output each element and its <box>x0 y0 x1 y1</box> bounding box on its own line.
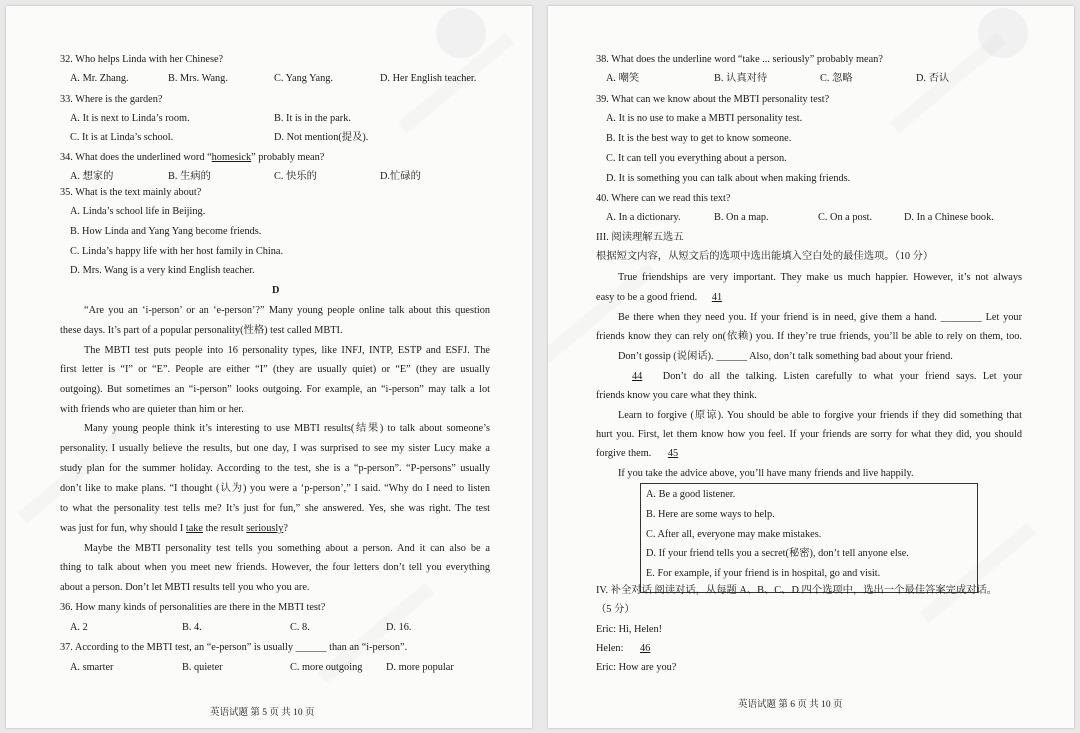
page-footer: 英语试题 第 5 页 共 10 页 <box>210 708 315 718</box>
q38-option-b: B. 认真对待 <box>714 73 768 84</box>
passage-line: thing to talk about when you meet new friends. However, the four letters don’t tell you everything <box>60 562 490 573</box>
passage-line: The MBTI test puts people into 16 personality types, like INFJ, INTP, ESTP and ESFJ. The <box>84 345 490 356</box>
q34-option-a: A. 想家的 <box>70 171 114 182</box>
q33-option-d: D. Not mention(提及). <box>274 132 369 143</box>
reading-line: Don’t gossip (说闲话). ______ Also, don’t talk something bad about your friend. <box>618 351 953 362</box>
q38-option-d: D. 否认 <box>916 73 950 84</box>
q32-option-b: B. Mrs. Wang. <box>168 73 228 84</box>
passage-line: these days. It’s part of a popular personality(性格) test called MBTI. <box>60 325 343 336</box>
q34-option-b: B. 生病的 <box>168 171 211 182</box>
reading-text: forgive them. <box>596 448 652 459</box>
q39-option-a: A. It is no use to make a MBTI personality test. <box>606 113 803 124</box>
q33-option-a: A. It is next to Linda’s room. <box>70 113 190 124</box>
q38-option-c: C. 忽略 <box>820 73 853 84</box>
q37-option-c: C. more outgoing <box>290 662 363 673</box>
passage-line: to what the personality test tells me? It’s just for fun,” she answered. Yes, she was right. The test <box>60 503 490 514</box>
q36-option-a: A. 2 <box>70 622 88 633</box>
q34-option-d: D.忙碌的 <box>380 171 421 182</box>
q35-option-b: B. How Linda and Yang Yang become friends. <box>70 226 262 237</box>
reading-line: Learn to forgive (原谅). You should be able to forgive your friends if they did something that <box>618 410 1022 421</box>
reading-text: easy to be a good friend. <box>596 292 698 303</box>
box-option-c: C. After all, everyone may make mistakes. <box>646 529 822 540</box>
dialogue-line: Eric: Hi, Helen! <box>596 624 663 635</box>
passage-line: with friends who are quieter than him or her. <box>60 404 244 415</box>
reading-line <box>596 448 692 460</box>
section-d-heading: D <box>272 285 280 296</box>
q37-option-a: A. smarter <box>70 662 114 673</box>
question-35: 35. What is the text mainly about? <box>60 187 202 198</box>
passage-line: outgoing). But sometimes an “i-person” looks outgoing. For example, an “i-person” may talk a lot <box>60 384 490 395</box>
passage-line: “Are you an ‘i-person’ or an ‘e-person’?” Many young people online talk about this question <box>84 305 490 316</box>
q39-option-c: C. It can tell you everything about a person. <box>606 153 787 164</box>
exam-page-5 <box>6 6 532 728</box>
passage-line: don’t like to make plans. “I thought (认为) you were a ‘p-person’,” I said. “Why do I need to listen <box>60 483 490 494</box>
question-38: 38. What does the underline word “take ... seriously” probably mean? <box>596 54 883 65</box>
passage-line: Many young people think it’s interesting to use MBTI results(结果) to talk about someone’s <box>84 423 490 434</box>
box-option-d: D. If your friend tells you a secret(秘密), don’t tell anyone else. <box>646 548 909 559</box>
exam-page-6 <box>548 6 1074 728</box>
q32-option-a: A. Mr. Zhang. <box>70 73 129 84</box>
q34-text-pre: 34. What does the underlined word “ <box>60 152 212 163</box>
q34-text-post: ” probably mean? <box>251 152 325 163</box>
passage-text: the result <box>203 523 247 534</box>
blank-41: 41 <box>711 292 723 303</box>
q36-option-b: B. 4. <box>182 622 202 633</box>
q33-option-c: C. It is at Linda’s school. <box>70 132 174 143</box>
dialogue-line <box>596 643 664 655</box>
section-4-title: IV. 补全对话 阅读对话，从每题 A、B、C、D 四个选项中，选出一个最佳答案完成对话。 <box>596 585 998 596</box>
q37-option-b: B. quieter <box>182 662 223 673</box>
q34-option-c: C. 快乐的 <box>274 171 317 182</box>
question-36: 36. How many kinds of personalities are there in the MBTI test? <box>60 602 326 613</box>
reading-line: Be there when they need you. If your friend is in need, give them a hand. ________ Let your <box>618 312 1022 323</box>
question-37: 37. According to the MBTI test, an “e-person” is usually ______ than an “i-person”. <box>60 642 408 653</box>
options-box <box>640 483 978 593</box>
box-option-a: A. Be a good listener. <box>646 489 736 500</box>
reading-line: hurt you. First, let them know how you feel. If your friends are sorry for what they did, you should <box>596 429 1022 440</box>
question-33: 33. Where is the garden? <box>60 94 163 105</box>
underlined-word-take: take <box>185 523 203 534</box>
box-option-e: E. For example, if your friend is in hospital, go and visit. <box>646 568 881 579</box>
passage-line: first letter is “I” or “E”. People are either “I” (they are usually quiet) or “E” (they are usually <box>60 364 490 375</box>
reading-line: If you take the advice above, you’ll have many friends and live happily. <box>618 468 914 479</box>
dialogue-speaker: Helen: <box>596 643 627 654</box>
passage-line: personality. I usually believe the results, but one day, I was surprised to see my sister Lucy make a <box>60 443 490 454</box>
underlined-word-seriously: seriously <box>246 523 284 534</box>
passage-line: about a person. Don’t let MBTI results tell you who you are. <box>60 582 310 593</box>
q35-option-d: D. Mrs. Wang is a very kind English teacher. <box>70 265 255 276</box>
box-option-b: B. Here are some ways to help. <box>646 509 775 520</box>
question-40: 40. Where can we read this text? <box>596 193 731 204</box>
watermark-icon <box>436 8 486 58</box>
passage-line: study plan for the summer holiday. According to the test, she is a “p-person”. “P-persons” usually <box>60 463 490 474</box>
q39-option-b: B. It is the best way to get to know someone. <box>606 133 792 144</box>
q35-option-c: C. Linda’s happy life with her host family in China. <box>70 246 284 257</box>
passage-line-underlined <box>60 523 288 535</box>
dialogue-line: Eric: How are you? <box>596 662 677 673</box>
q33-option-b: B. It is in the park. <box>274 113 351 124</box>
page-footer: 英语试题 第 6 页 共 10 页 <box>738 700 843 710</box>
reading-line <box>618 371 1022 383</box>
question-32: 32. Who helps Linda with her Chinese? <box>60 54 224 65</box>
q39-option-d: D. It is something you can talk about when making friends. <box>606 173 851 184</box>
q32-option-c: C. Yang Yang. <box>274 73 333 84</box>
q36-option-d: D. 16. <box>386 622 412 633</box>
reading-text: Don’t do all the talking. Listen carefully to what your friend says. Let your <box>662 371 1023 382</box>
passage-text: was just for fun, why should I <box>60 523 186 534</box>
q37-option-d: D. more popular <box>386 662 454 673</box>
question-39: 39. What can we know about the MBTI personality test? <box>596 94 830 105</box>
passage-line: Maybe the MBTI personality test tells you something about a person. And it can also be a <box>84 543 490 554</box>
q40-option-a: A. In a dictionary. <box>606 212 681 223</box>
blank-44: 44 <box>632 371 643 382</box>
q34-underlined-word: homesick <box>211 152 252 163</box>
section-3-instructions: 根据短文内容，从短文后的选项中选出能填入空白处的最佳选项。（10 分） <box>596 251 934 262</box>
passage-text: ? <box>283 523 288 534</box>
q32-option-d: D. Her English teacher. <box>380 73 477 84</box>
reading-line: friends know you care what they think. <box>596 390 757 401</box>
q36-option-c: C. 8. <box>290 622 310 633</box>
q38-option-a: A. 嘲笑 <box>606 73 640 84</box>
reading-line: friends know they can rely on(依赖) you. If they’re true friends, you’ll be able to rely on them, too. <box>596 331 1022 342</box>
q35-option-a: A. Linda’s school life in Beijing. <box>70 206 206 217</box>
q40-option-d: D. In a Chinese book. <box>904 212 994 223</box>
reading-line: True friendships are very important. They make us much happier. However, it’s not always <box>618 272 1022 283</box>
question-34 <box>60 152 324 164</box>
q40-option-c: C. On a post. <box>818 212 873 223</box>
q40-option-b: B. On a map. <box>714 212 769 223</box>
blank-45: 45 <box>667 448 679 459</box>
reading-line <box>596 292 734 304</box>
blank-46: 46 <box>640 643 651 654</box>
section-3-title: III. 阅读理解五选五 <box>596 232 684 243</box>
section-4-score: （5 分） <box>596 604 635 615</box>
